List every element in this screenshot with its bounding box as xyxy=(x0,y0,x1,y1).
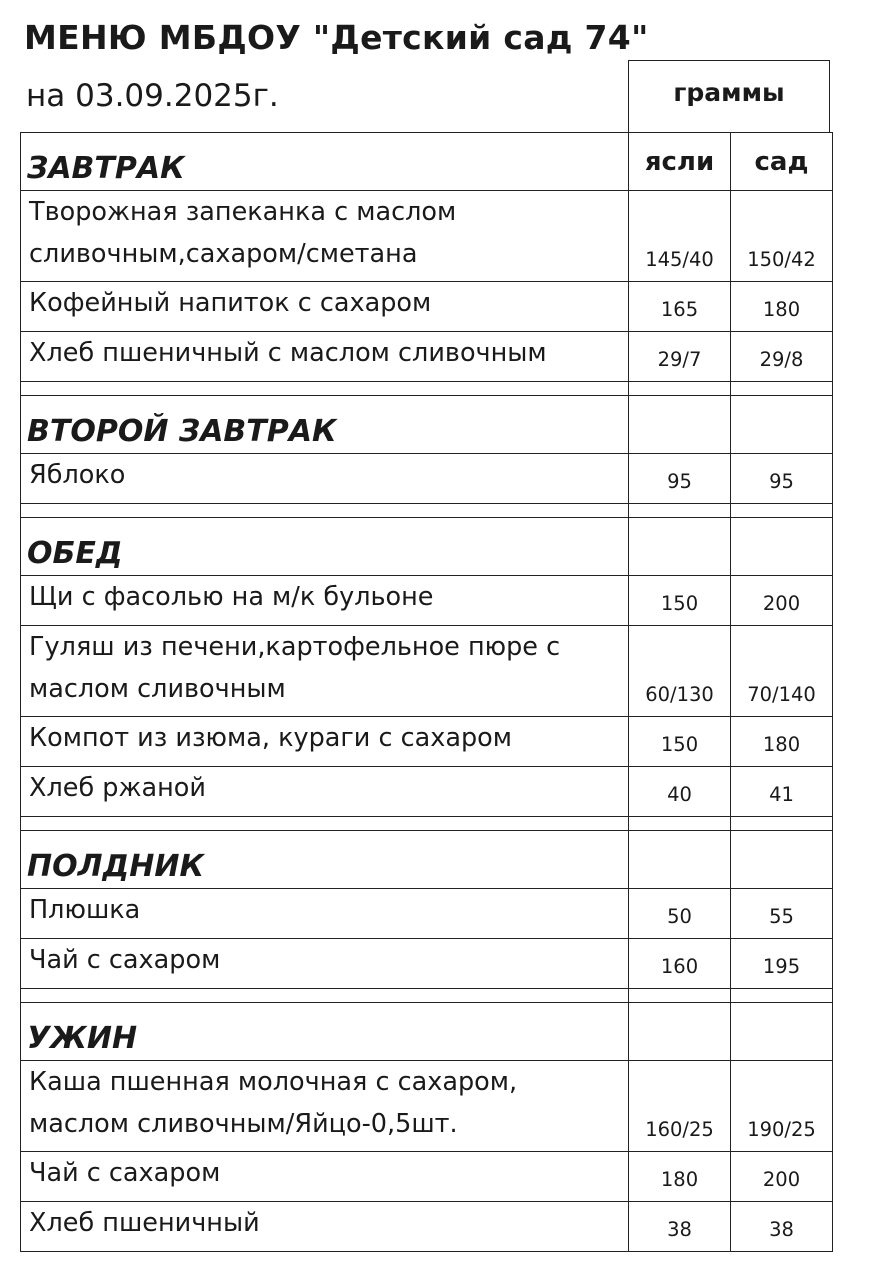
menu-table xyxy=(20,132,833,1252)
garden-grams: 190/25 xyxy=(731,1061,833,1152)
table-row xyxy=(21,332,833,382)
menu-date: на 03.09.2025г. xyxy=(26,78,279,114)
table-row xyxy=(21,576,833,626)
table-row xyxy=(21,626,833,717)
table-row xyxy=(21,191,833,282)
table-row xyxy=(21,454,833,504)
garden-grams: 41 xyxy=(731,767,833,817)
section-title: ОБЕД xyxy=(21,518,629,576)
garden-grams: 95 xyxy=(731,454,833,504)
dish-name: Плюшка xyxy=(21,889,629,939)
table-row xyxy=(21,717,833,767)
nursery-grams: 150 xyxy=(629,576,731,626)
table-row xyxy=(21,889,833,939)
dish-name: Кофейный напиток с сахаром xyxy=(21,282,629,332)
dish-name: Гуляш из печени,картофельное пюре с маслом сливочным xyxy=(21,626,629,717)
dish-name: Чай с сахаром xyxy=(21,939,629,989)
garden-grams: 70/140 xyxy=(731,626,833,717)
nursery-grams: 145/40 xyxy=(629,191,731,282)
dish-name: Чай с сахаром xyxy=(21,1152,629,1202)
section-title: ПОЛДНИК xyxy=(21,831,629,889)
nursery-grams: 150 xyxy=(629,717,731,767)
section-header xyxy=(21,1003,833,1061)
dish-name: Компот из изюма, кураги с сахаром xyxy=(21,717,629,767)
section-title: ВТОРОЙ ЗАВТРАК xyxy=(21,396,629,454)
garden-grams: 55 xyxy=(731,889,833,939)
section-header xyxy=(21,396,833,454)
dish-name: Хлеб ржаной xyxy=(21,767,629,817)
grams-header xyxy=(628,60,830,132)
section-title: ЗАВТРАК xyxy=(21,133,629,191)
section-header xyxy=(21,831,833,889)
garden-grams: 200 xyxy=(731,1152,833,1202)
spacer-row xyxy=(21,504,833,518)
dish-name: Яблоко xyxy=(21,454,629,504)
nursery-grams: 29/7 xyxy=(629,332,731,382)
dish-name: Каша пшенная молочная с сахаром, маслом сливочным/Яйцо-0,5шт. xyxy=(21,1061,629,1152)
nursery-grams: 50 xyxy=(629,889,731,939)
spacer-row xyxy=(21,382,833,396)
menu-title: МЕНЮ МБДОУ "Детский сад 74" xyxy=(24,18,649,57)
grams-label: граммы xyxy=(673,78,785,107)
table-row xyxy=(21,1061,833,1152)
garden-grams: 38 xyxy=(731,1202,833,1252)
nursery-grams: 165 xyxy=(629,282,731,332)
nursery-grams: 60/130 xyxy=(629,626,731,717)
table-row xyxy=(21,282,833,332)
spacer-row xyxy=(21,817,833,831)
nursery-grams: 95 xyxy=(629,454,731,504)
dish-name: Хлеб пшеничный с маслом сливочным xyxy=(21,332,629,382)
table-row xyxy=(21,1152,833,1202)
table-row xyxy=(21,767,833,817)
section-header xyxy=(21,518,833,576)
garden-column-header: сад xyxy=(731,133,833,191)
garden-grams: 150/42 xyxy=(731,191,833,282)
garden-grams: 180 xyxy=(731,282,833,332)
section-header xyxy=(21,133,833,191)
table-row xyxy=(21,939,833,989)
dish-name: Щи с фасолью на м/к бульоне xyxy=(21,576,629,626)
nursery-grams: 160 xyxy=(629,939,731,989)
dish-name: Творожная запеканка с маслом сливочным,сахаром/сметана xyxy=(21,191,629,282)
section-title: УЖИН xyxy=(21,1003,629,1061)
table-row xyxy=(21,1202,833,1252)
nursery-grams: 160/25 xyxy=(629,1061,731,1152)
dish-name: Хлеб пшеничный xyxy=(21,1202,629,1252)
nursery-grams: 40 xyxy=(629,767,731,817)
garden-grams: 29/8 xyxy=(731,332,833,382)
nursery-grams: 180 xyxy=(629,1152,731,1202)
garden-grams: 180 xyxy=(731,717,833,767)
spacer-row xyxy=(21,989,833,1003)
nursery-grams: 38 xyxy=(629,1202,731,1252)
garden-grams: 200 xyxy=(731,576,833,626)
nursery-column-header: ясли xyxy=(629,133,731,191)
garden-grams: 195 xyxy=(731,939,833,989)
